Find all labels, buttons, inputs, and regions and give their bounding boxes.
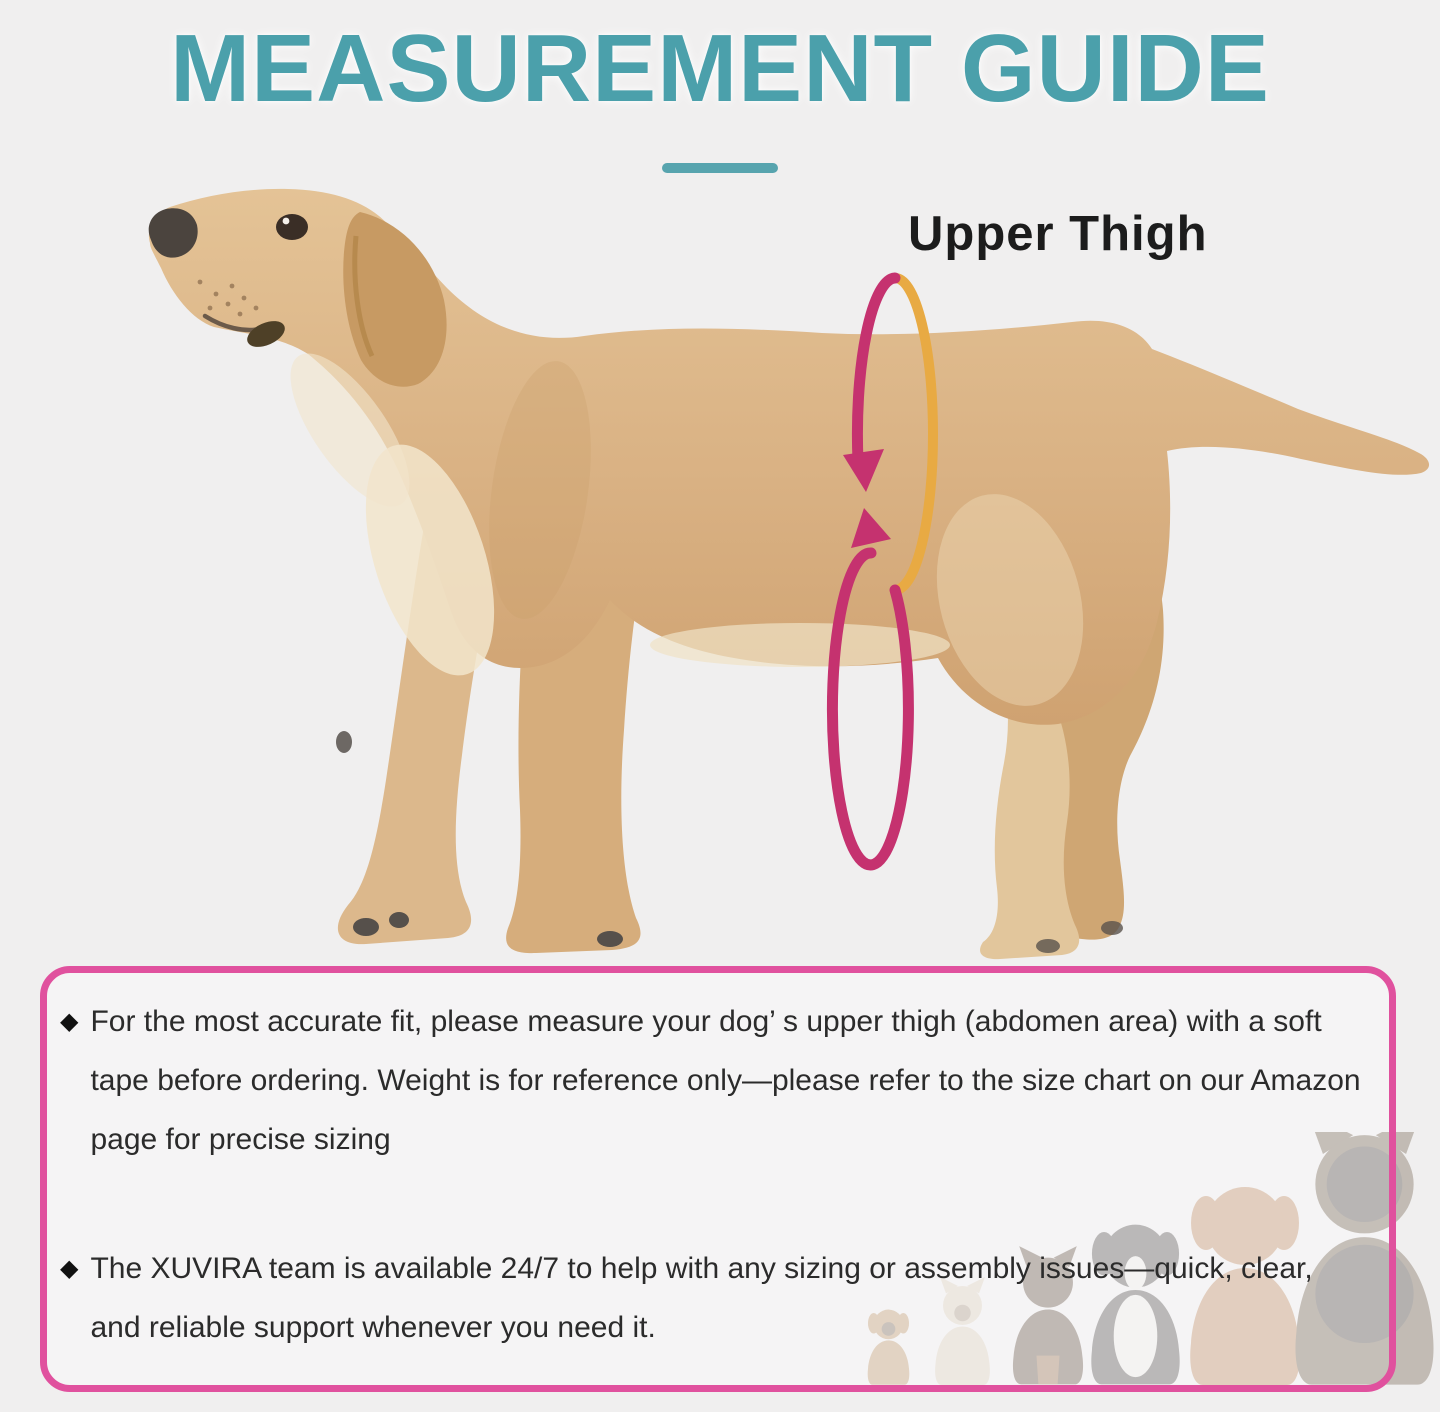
info-box bbox=[40, 966, 1396, 1392]
bullet-item-support bbox=[60, 1239, 1370, 1357]
dog-belly-highlight bbox=[650, 623, 950, 667]
dog-eye bbox=[276, 214, 308, 240]
upper-thigh-label: Upper Thigh bbox=[908, 207, 1208, 261]
bullet-text-measure: For the most accurate fit, please measure your dog’ s upper thigh (abdomen area) with a soft tape before ordering. Weight is for reference only—please refer to the size chart on our Amazon page for precise sizing bbox=[90, 1005, 1361, 1156]
bullet-text-support: The XUVIRA team is available 24/7 to help with any sizing or assembly issues—quick, clear, and reliable support whenever you need it. bbox=[90, 1252, 1313, 1344]
diamond-bullet-icon: ◆ bbox=[60, 1008, 79, 1035]
diamond-bullet-icon: ◆ bbox=[60, 1255, 79, 1282]
dog-eye-highlight bbox=[283, 218, 290, 225]
bullet-item-measure bbox=[60, 992, 1370, 1169]
page-title: MEASUREMENT GUIDE bbox=[170, 15, 1270, 122]
